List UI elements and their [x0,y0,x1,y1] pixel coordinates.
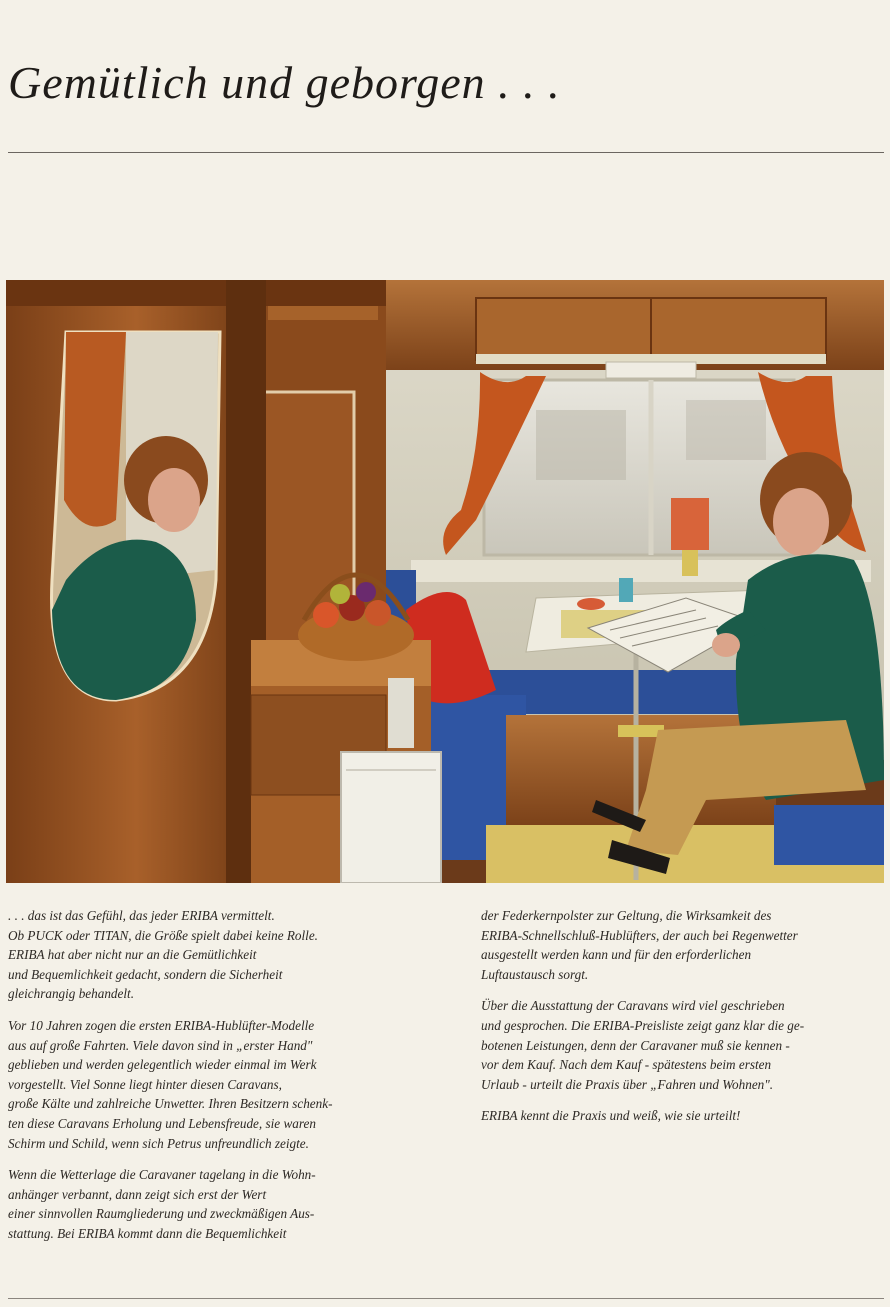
paragraph [481,1106,885,1126]
text-line: gleichrangig behandelt. [8,986,134,1002]
text-line: ausgestellt werden kann und für den erforderlichen [481,947,752,963]
text-line: Ob PUCK oder TITAN, die Größe spielt dabei keine Rolle. [8,927,318,943]
text-line: und gesprochen. Die ERIBA-Preisliste zeigt ganz klar die ge- [481,1017,805,1033]
text-line: ERIBA-Schnellschluß-Hublüfters, der auch bei Regenwetter [481,927,798,943]
text-line: anhänger verbannt, dann zeigt sich erst der Wert [8,1186,267,1202]
paragraph [8,906,426,1004]
paragraph [481,996,885,1094]
text-line: geblieben und werden gelegentlich wieder einmal im Werk [8,1057,317,1073]
text-line: ERIBA hat aber nicht nur an die Gemütlichkeit [8,947,257,963]
text-line: botenen Leistungen, denn der Caravaner muß sie kennen - [481,1037,790,1053]
text-line: aus auf große Fahrten. Viele davon sind in „erster Hand" [8,1037,313,1053]
caravan-interior-photo [6,280,884,883]
page-title: Gemütlich und geborgen . . . [8,57,561,108]
text-column-right [481,906,885,1138]
caravan-interior-illustration [6,280,884,883]
text-line: Schirm und Schild, wenn sich Petrus unfreundlich zeigte. [8,1135,309,1151]
text-line: vorgestellt. Viel Sonne liegt hinter diesen Caravans, [8,1076,282,1092]
text-column-left [8,906,426,1256]
text-line: Vor 10 Jahren zogen die ersten ERIBA-Hublüfter-Modelle [8,1017,315,1033]
text-line: Luftaustausch sorgt. [481,966,589,982]
text-line: der Federkernpolster zur Geltung, die Wirksamkeit des [481,908,772,923]
footer-divider [8,1298,884,1299]
text-line: Urlaub - urteilt die Praxis über „Fahren und Wohnen". [481,1076,774,1092]
text-line: vor dem Kauf. Nach dem Kauf - spätestens beim ersten [481,1057,772,1073]
text-line: . . . das ist das Gefühl, das jeder ERIBA vermittelt. [8,908,275,923]
text-line: ten diese Caravans Erholung und Lebensfreude, sie waren [8,1115,316,1131]
title-divider [8,152,884,153]
text-line: Wenn die Wetterlage die Caravaner tagelang in die Wohn- [8,1167,316,1183]
text-line: und Bequemlichkeit gedacht, sondern die Sicherheit [8,966,283,982]
text-line: große Kälte und zahlreiche Unwetter. Ihren Besitzern schenk- [8,1096,333,1112]
paragraph [8,1016,426,1153]
paragraph [8,1165,426,1243]
text-line: stattung. Bei ERIBA kommt dann die Bequemlichkeit [8,1225,287,1241]
text-line: Über die Ausstattung der Caravans wird viel geschrieben [481,998,785,1014]
text-line: ERIBA kennt die Praxis und weiß, wie sie urteilt! [481,1108,741,1124]
paragraph [481,906,885,984]
text-line: einer sinnvollen Raumgliederung und zweckmäßigen Aus- [8,1206,315,1222]
